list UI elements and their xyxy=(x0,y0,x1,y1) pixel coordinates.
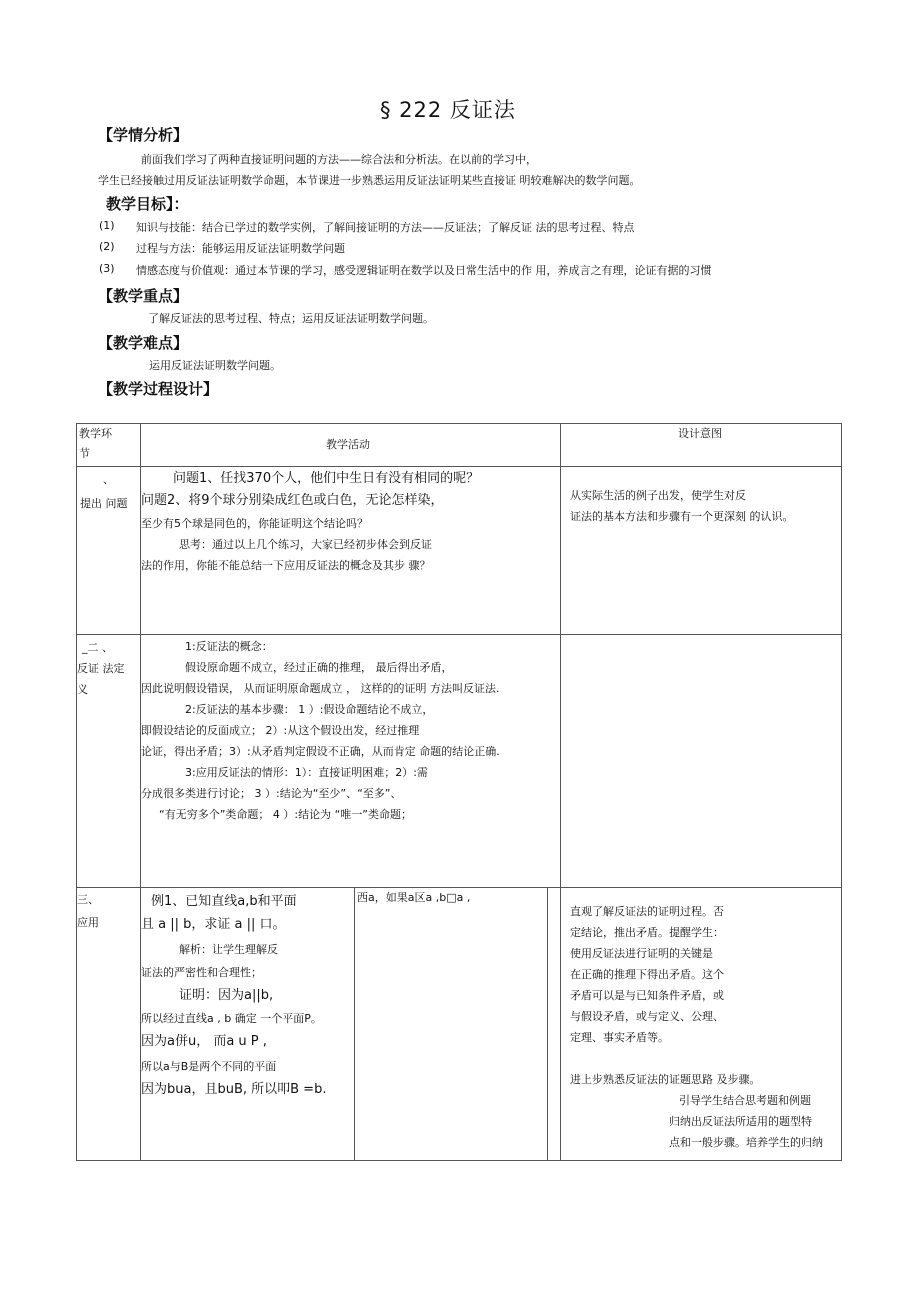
row1-activity-line: 至少有5个球是同色的，你能证明这个结论吗？ xyxy=(141,517,368,530)
table-row xyxy=(77,888,842,1161)
row2-activity-line: 3:应用反证法的情形：1）：直接证明困难；2）:需 xyxy=(185,766,428,779)
row2-activity-line: 因此说明假设错误， 从而证明原命题成立 ， 这样的的证明 方法叫反证法. xyxy=(141,682,500,695)
table-row xyxy=(77,467,842,635)
header-design-label: 设计意图 xyxy=(678,427,723,440)
header-activity-label: 教学活动 xyxy=(326,438,370,451)
row2-activity-line: 论证，得出矛盾；3）:从矛盾判定假设不正确，从而肯定 命题的结论正确. xyxy=(141,745,500,758)
objective-1-num: (1) xyxy=(99,219,115,232)
row2-design xyxy=(561,635,842,888)
row3-activity-line: 所以经过直线a , b 确定 一个平面P。 xyxy=(141,1012,322,1025)
row3-design-line: 引导学生结合思考题和例题 xyxy=(679,1094,812,1107)
row3-activity-line: 且 a || b，求证 a || 口。 xyxy=(141,917,286,932)
process-table xyxy=(76,423,842,1161)
header-design xyxy=(561,424,842,467)
objective-2-text: 过程与方法：能够运用反证法证明数学问题 xyxy=(136,242,345,255)
section-heading-zhongdian: 【教学重点】 xyxy=(98,287,189,305)
row1-design-line: 从实际生活的例子出发，使学生对反 xyxy=(570,489,747,502)
row2-stage-line3: 义 xyxy=(77,683,88,696)
row3-activity-right-line: 西a，如果a区a ,b□a , xyxy=(357,891,471,904)
row1-activity-line: 思考：通过以上几个练习，大家已经初步体会到反证 xyxy=(179,538,432,551)
row2-stage xyxy=(77,635,141,888)
objective-2-num: (2) xyxy=(99,240,115,253)
row3-activity-right xyxy=(355,888,548,1161)
row3-stage-line2: 应用 xyxy=(77,916,99,929)
row1-stage xyxy=(77,467,141,635)
row1-design-line: 证法的基本方法和步骤有一个更深刻 的认识。 xyxy=(570,510,794,523)
header-activity xyxy=(141,424,561,467)
table-row xyxy=(77,635,842,888)
objective-3-text: 情感态度与价值观：通过本节课的学习，感受逻辑证明在数学以及日常生活中的作 用，养成言之有理，论证有据的习惯 xyxy=(136,264,712,277)
row2-activity-line: “有无穷多个”类命题； 4 ）:结论为 “唯一”类命题； xyxy=(159,808,412,821)
row1-activity xyxy=(141,467,561,635)
nandian-line: 运用反证法证明数学问题。 xyxy=(149,359,281,372)
row1-activity-line: 问题1、任找370个人，他们中生日有没有相同的呢？ xyxy=(173,471,480,486)
section-heading-mubiao: 教学目标】： xyxy=(106,195,189,213)
row3-stage-line1: 三、 xyxy=(77,893,99,906)
row3-design-line: 使用反证法进行证明的关键是 xyxy=(570,947,714,960)
row3-activity-line: 证法的严密性和合理性； xyxy=(141,966,262,979)
section-heading-xueqing: 【学情分析】 xyxy=(98,126,189,144)
row3-activity-line: 所以a与B是两个不同的平面 xyxy=(141,1060,277,1073)
row3-design-line: 与假设矛盾，或与定义、公理、 xyxy=(570,1010,725,1023)
section-heading-guocheng: 【教学过程设计】 xyxy=(98,380,219,398)
row3-spacer xyxy=(548,888,561,1161)
row1-stage-line2: 提出 问题 xyxy=(80,497,128,510)
row2-stage-line1: _二 、 xyxy=(82,641,113,654)
row1-stage-line1: 、 xyxy=(103,473,114,486)
row1-activity-line: 法的作用，你能不能总结一下应用反证法的概念及其步 骤？ xyxy=(141,559,431,572)
row1-activity-line: 问题2、将9个球分别染成红色或白色，无论怎样染， xyxy=(141,493,444,508)
row3-stage xyxy=(77,888,141,1161)
row2-activity-line: 即假设结论的反面成立； 2）:从这个假设出发，经过推理 xyxy=(141,724,420,737)
section-heading-nandian: 【教学难点】 xyxy=(98,334,189,352)
row3-activity-line: 证明：因为a||b, xyxy=(179,988,274,1003)
row3-design-line: 点和一般步骤。培养学生的归纳 xyxy=(669,1136,824,1149)
objective-3-num: (3) xyxy=(99,262,115,275)
header-stage xyxy=(77,424,141,467)
objective-1-text: 知识与技能：结合已学过的数学实例，了解间接证明的方法——反证法；了解反证 法的思考过程、特点 xyxy=(136,221,635,234)
row3-design-line: 进上步熟悉反证法的证题思路 及步骤。 xyxy=(570,1073,761,1086)
row3-activity-left xyxy=(141,888,355,1161)
table-header-row xyxy=(77,424,842,467)
header-stage-line1: 教学环 xyxy=(79,427,112,440)
xueqing-line-2: 学生已经接触过用反证法证明数学命题，本节课进一步熟悉运用反证法证明某些直接证 明较难解决的数学问题。 xyxy=(98,174,641,187)
row3-design-line: 归纳出反证法所适用的题型特 xyxy=(669,1115,813,1128)
row2-activity-line: 1:反证法的概念： xyxy=(185,640,273,653)
row2-stage-line2: 反证 法定 xyxy=(77,662,125,675)
row2-activity-line: 分成很多类进行讨论； 3 ）:结论为“至少”、“至多”、 xyxy=(141,787,402,800)
row3-design-line: 在正确的推理下得出矛盾。这个 xyxy=(570,968,725,981)
row3-activity-line: 因为a併u， 而a u P , xyxy=(141,1034,267,1049)
row3-design-line: 定理、事实矛盾等。 xyxy=(570,1031,670,1044)
row3-design-line: 直观了解反证法的证明过程。否 xyxy=(570,905,725,918)
row3-design-line: 矛盾可以是与已知条件矛盾，或 xyxy=(570,989,725,1002)
row3-design-line: 定结论，推出矛盾。提醒学生： xyxy=(570,926,725,939)
header-stage-line2: 节 xyxy=(79,447,90,460)
row2-activity-line: 2:反证法的基本步骤： 1 ）:假设命题结论不成立， xyxy=(185,703,434,716)
row3-design xyxy=(561,888,842,1161)
row2-activity xyxy=(141,635,561,888)
row1-design xyxy=(561,467,842,635)
xueqing-line-1: 前面我们学习了两种直接证明问题的方法——综合法和分析法。在以前的学习中， xyxy=(141,153,537,166)
zhongdian-line: 了解反证法的思考过程、特点；运用反证法证明数学问题。 xyxy=(148,312,434,325)
row2-activity-line: 假设原命题不成立，经过正确的推理， 最后得出矛盾， xyxy=(185,661,453,674)
row3-activity-line: 解析：让学生理解反 xyxy=(179,943,278,956)
row3-activity-line: 例1、已知直线a,b和平面 xyxy=(151,894,297,909)
page-title: § 222 反证法 xyxy=(380,98,516,122)
row3-activity-line: 因为bua，且buB, 所以叩B =b. xyxy=(141,1082,327,1097)
